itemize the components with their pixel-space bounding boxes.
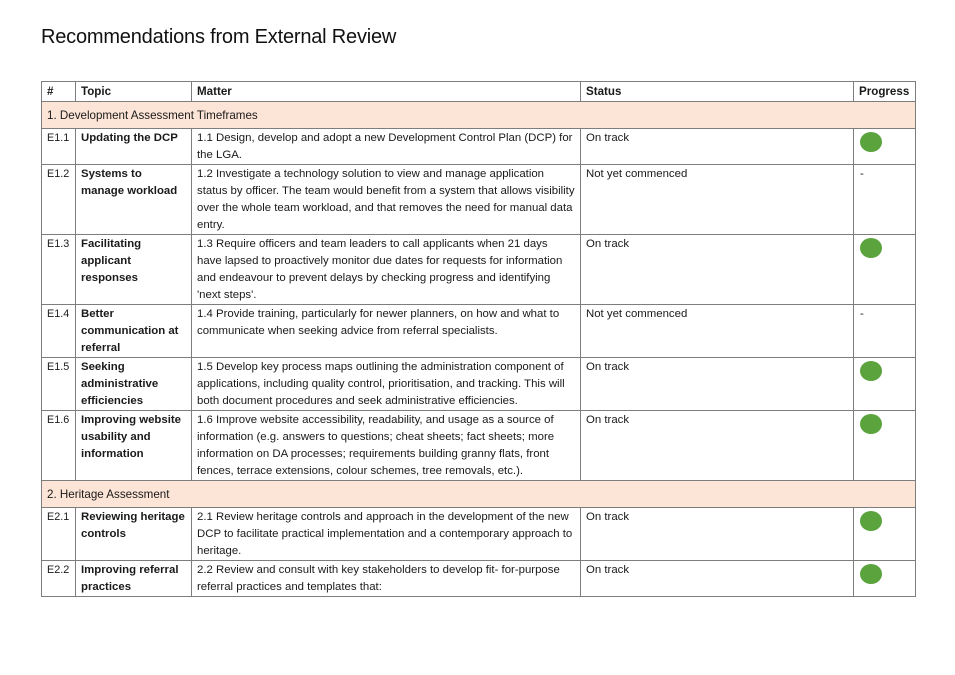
row-status: On track xyxy=(581,561,854,597)
row-topic: Improving website usability and information xyxy=(76,411,192,481)
progress-dash: - xyxy=(860,308,864,320)
row-topic: Better communication at referral xyxy=(76,305,192,358)
table-row xyxy=(42,358,916,411)
row-matter: 1.1 Design, develop and adopt a new Development Control Plan (DCP) for the LGA. xyxy=(192,129,581,165)
header-matter: Matter xyxy=(192,82,581,102)
header-num: # xyxy=(42,82,76,102)
row-matter: 1.6 Improve website accessibility, readability, and usage as a source of information (e.g. answers to questions; cheat sheets; fact sheets; more information on DA processes; requirements building granny flats, front fences, terrace extensions, colour schemes, tree removals, etc.). xyxy=(192,411,581,481)
table-row xyxy=(42,235,916,305)
row-matter: 1.2 Investigate a technology solution to view and manage application status by officer. The team would benefit from a system that allows visibility over the whole team workload, and that removes the need for manual data entry. xyxy=(192,165,581,235)
progress-dot-icon xyxy=(860,361,882,381)
row-id: E1.4 xyxy=(42,305,76,358)
progress-dash: - xyxy=(860,168,864,180)
progress-dot-icon xyxy=(860,564,882,584)
header-progress: Progress xyxy=(854,82,916,102)
row-id: E2.1 xyxy=(42,508,76,561)
table-row xyxy=(42,129,916,165)
row-id: E2.2 xyxy=(42,561,76,597)
row-progress xyxy=(854,508,916,561)
row-topic: Updating the DCP xyxy=(76,129,192,165)
table-header-row xyxy=(42,82,916,102)
row-id: E1.5 xyxy=(42,358,76,411)
row-status: On track xyxy=(581,411,854,481)
progress-dot-icon xyxy=(860,238,882,258)
row-id: E1.1 xyxy=(42,129,76,165)
section-heading-row xyxy=(42,481,916,508)
row-id: E1.2 xyxy=(42,165,76,235)
table-row xyxy=(42,411,916,481)
row-progress xyxy=(854,129,916,165)
row-status: On track xyxy=(581,235,854,305)
row-status: On track xyxy=(581,129,854,165)
row-status: On track xyxy=(581,358,854,411)
row-topic: Reviewing heritage controls xyxy=(76,508,192,561)
recommendations-table xyxy=(41,81,916,597)
row-id: E1.3 xyxy=(42,235,76,305)
table-row xyxy=(42,561,916,597)
progress-dot-icon xyxy=(860,511,882,531)
table-row xyxy=(42,165,916,235)
row-progress xyxy=(854,411,916,481)
page-title: Recommendations from External Review xyxy=(41,26,397,48)
row-matter: 2.1 Review heritage controls and approach in the development of the new DCP to facilitate practical implementation and a contemporary approach to heritage. xyxy=(192,508,581,561)
progress-dot-icon xyxy=(860,414,882,434)
table-row xyxy=(42,508,916,561)
row-status: Not yet commenced xyxy=(581,165,854,235)
progress-dot-icon xyxy=(860,132,882,152)
header-status: Status xyxy=(581,82,854,102)
row-progress xyxy=(854,561,916,597)
table-row xyxy=(42,305,916,358)
section-heading: 1. Development Assessment Timeframes xyxy=(42,102,916,129)
section-heading-row xyxy=(42,102,916,129)
header-topic: Topic xyxy=(76,82,192,102)
row-matter: 2.2 Review and consult with key stakeholders to develop fit- for-purpose referral practices and templates that: xyxy=(192,561,581,597)
row-status: On track xyxy=(581,508,854,561)
row-topic: Systems to manage workload xyxy=(76,165,192,235)
row-status: Not yet commenced xyxy=(581,305,854,358)
row-matter: 1.3 Require officers and team leaders to call applicants when 21 days have lapsed to proactively monitor due dates for requests for information and endeavour to prevent delays by checking progress and identifying 'next steps'. xyxy=(192,235,581,305)
row-id: E1.6 xyxy=(42,411,76,481)
section-heading: 2. Heritage Assessment xyxy=(42,481,916,508)
row-topic: Seeking administrative efficiencies xyxy=(76,358,192,411)
row-topic: Facilitating applicant responses xyxy=(76,235,192,305)
row-matter: 1.4 Provide training, particularly for newer planners, on how and what to communicate when seeking advice from referral specialists. xyxy=(192,305,581,358)
row-progress xyxy=(854,305,916,358)
row-progress xyxy=(854,235,916,305)
row-topic: Improving referral practices xyxy=(76,561,192,597)
row-progress xyxy=(854,358,916,411)
row-progress xyxy=(854,165,916,235)
row-matter: 1.5 Develop key process maps outlining the administration component of applications, including quality control, prioritisation, and tracking. This will both document procedures and seek administrative efficiencies. xyxy=(192,358,581,411)
